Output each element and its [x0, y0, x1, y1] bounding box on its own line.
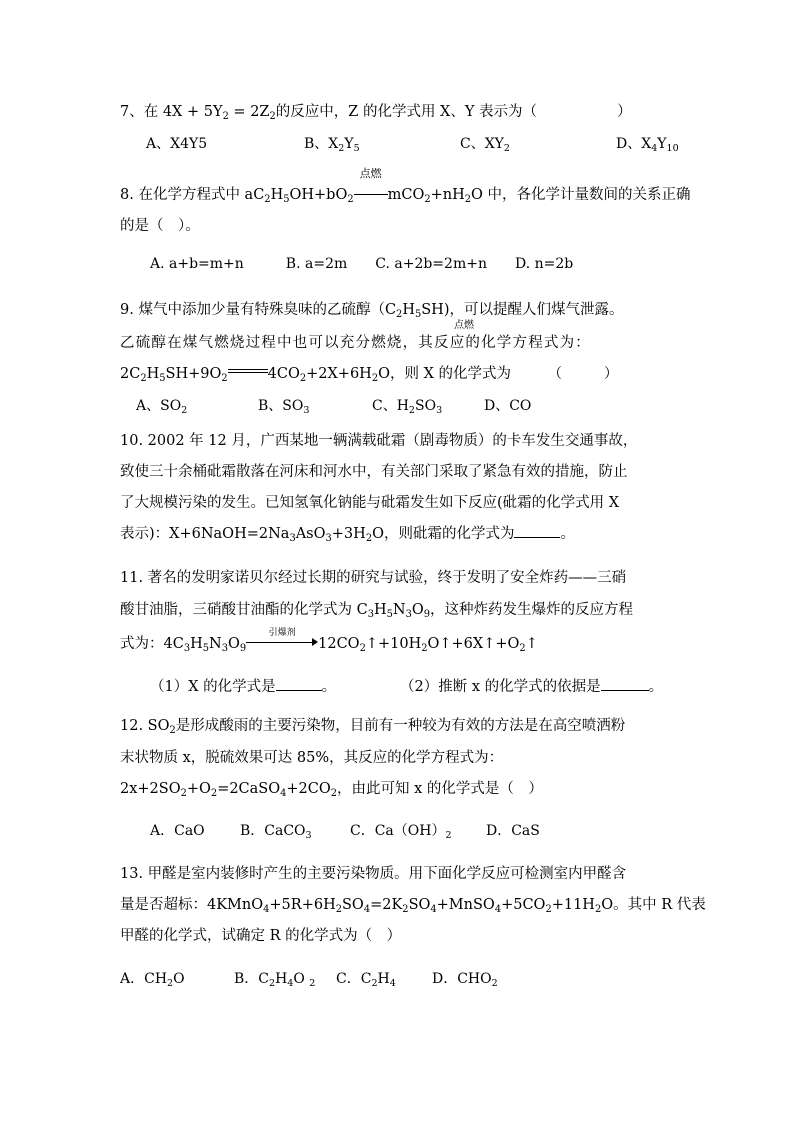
text: 。	[648, 679, 664, 695]
sub: 3	[325, 532, 332, 544]
text: mCO	[387, 187, 425, 203]
sub: 4	[280, 787, 287, 799]
q8-stem-line1	[120, 167, 691, 205]
text: 式为：4C	[120, 636, 184, 652]
reaction-condition	[354, 167, 388, 205]
sub: 5	[159, 372, 166, 384]
q12-option-a: A．CaO	[150, 823, 205, 839]
q13-option-b	[234, 969, 315, 989]
sub: 4	[363, 903, 371, 915]
text: SH+9O	[165, 366, 222, 382]
text: ↑	[525, 636, 538, 652]
text: =2K	[370, 897, 403, 913]
text: +MnSO	[436, 897, 495, 913]
equals-sign	[228, 369, 268, 373]
q7-option-d	[616, 134, 679, 154]
answer-blank[interactable]	[276, 690, 322, 691]
sub: 2	[371, 977, 378, 989]
q9-option-c	[372, 396, 442, 416]
q12-line3	[120, 779, 543, 799]
text: +3H	[331, 526, 366, 542]
text: SO	[341, 897, 364, 913]
q12-option-c	[350, 821, 452, 841]
text: N	[209, 636, 222, 652]
sub: 3	[183, 642, 191, 654]
text: H	[275, 971, 288, 987]
arrow-head	[312, 638, 318, 646]
q9-equation	[120, 364, 511, 384]
q13-line1: 13. 甲醛是室内装修时产生的主要污染物质。用下面化学反应可检测室内甲醛含	[120, 866, 627, 882]
sub: 2	[519, 642, 526, 654]
sub: 2	[594, 903, 602, 915]
sub: 2	[347, 193, 354, 205]
text: OH+bO	[289, 187, 348, 203]
text: A．CH	[120, 971, 168, 987]
q11-ask1	[150, 677, 336, 697]
text: C．C	[336, 971, 372, 987]
text: +nH	[430, 187, 465, 203]
q12-line1	[120, 716, 625, 736]
q11-line1: 11. 著名的发明家诺贝尔经过长期的研究与试验，终于发明了安全炸药——三硝	[120, 570, 627, 586]
sub: 4	[263, 903, 270, 915]
q9-option-d: D、CO	[484, 398, 532, 414]
text: 9. 煤气中添加少量有特殊臭味的乙硫醇（C	[120, 302, 397, 318]
q8-stem-line2: 的是（ ）。	[120, 218, 200, 234]
text: （1）X 的化学式是	[150, 679, 276, 695]
sub: 2	[408, 404, 415, 416]
text: B．C	[234, 971, 269, 987]
sub: 2	[396, 308, 403, 320]
text: H	[190, 636, 203, 652]
sub: 5	[353, 142, 360, 154]
sub: 2	[140, 372, 147, 384]
q7-option-c	[460, 134, 510, 154]
sub: 2	[338, 142, 345, 154]
sub: 5	[386, 608, 393, 620]
text: B．CaCO	[240, 823, 306, 839]
text: SH)，可以提醒人们煤气泄露。	[421, 302, 624, 318]
answer-blank[interactable]	[601, 690, 649, 691]
sub: 3	[405, 608, 412, 620]
text: 酸甘油脂，三硝酸甘油酯的化学式为 C	[120, 602, 368, 618]
text: D、X	[616, 136, 652, 152]
q11-line2	[120, 600, 633, 620]
q9-option-a	[136, 396, 187, 416]
q7-stem	[120, 102, 632, 122]
text: O。其中 R 代表	[601, 897, 706, 913]
sub: 2	[181, 404, 188, 416]
text: （2）推断 x 的化学式的依据是	[400, 679, 601, 695]
sub: 5	[283, 193, 290, 205]
sub: 4	[494, 903, 502, 915]
q13-line3: 甲醛的化学式，试确定 R 的化学式为（ ）	[120, 928, 402, 944]
text: 8. 在化学方程式中 aC	[120, 187, 265, 203]
sub: 2	[402, 903, 409, 915]
sub: 9	[239, 642, 247, 654]
sub: 3	[305, 829, 312, 841]
sub: 2	[421, 642, 428, 654]
text: C、XY	[460, 136, 504, 152]
text: 表示)：X+6NaOH=2Na	[120, 526, 290, 542]
text: 是形成酸雨的主要污染物，目前有一种较为有效的方法是在高空喷洒粉	[175, 718, 626, 734]
text: 7、在 4X + 5Y	[120, 104, 223, 120]
text: 。	[560, 526, 575, 542]
text: ，这种炸药发生爆炸的反应方程	[430, 602, 633, 618]
sub: 10	[666, 142, 679, 154]
sub: 2	[269, 110, 276, 122]
q9-line2: 乙硫醇在煤气燃烧过程中也可以充分燃烧，其反应的化学方程式为：	[120, 335, 591, 351]
text: 12CO	[318, 636, 360, 652]
arrow-label: 引爆剂	[268, 628, 296, 638]
q10-line3: 了大规模污染的发生。已知氢氧化钠能与砒霜发生如下反应(砒霜的化学式用 X	[120, 495, 620, 511]
q10-line2: 致使三十余桶砒霜散落在河床和河水中，有关部门采取了紧急有效的措施，防止	[120, 464, 628, 480]
text: 量是否超标：4KMnO	[120, 897, 264, 913]
sub: 2	[180, 787, 187, 799]
arrow-shaft	[246, 642, 314, 643]
text: =2CaSO	[217, 781, 281, 797]
reaction-arrow	[246, 628, 318, 648]
sub: 2	[335, 903, 342, 915]
text: H	[146, 366, 160, 382]
text: +2X+6H	[306, 366, 372, 382]
text: B、SO	[258, 398, 304, 414]
sub: 2	[464, 193, 472, 205]
sub: 2	[264, 193, 271, 205]
sub: 3	[289, 532, 296, 544]
sub: 2	[169, 724, 176, 736]
q11-ask2	[400, 677, 663, 697]
condition-label: 点燃	[359, 167, 382, 180]
q13-option-a	[120, 969, 185, 989]
sub: 3	[367, 608, 374, 620]
sub: 9	[423, 608, 430, 620]
text: O	[227, 636, 240, 652]
q9-condition-label: 点燃	[454, 320, 474, 331]
q13-line2	[120, 895, 706, 915]
text: A、SO	[136, 398, 182, 414]
q7-option-b	[304, 134, 360, 154]
text: ）	[617, 104, 632, 120]
sub: 4	[389, 977, 396, 989]
q13-option-c	[336, 969, 396, 989]
q8-options: A. a+b=m+n B. a=2m C. a+2b=2m+n D. n=2b	[150, 256, 574, 272]
text: O	[173, 971, 185, 987]
sub: 5	[414, 308, 422, 320]
text: H	[402, 302, 415, 318]
sub: 4	[287, 977, 294, 989]
text: Y	[657, 136, 667, 152]
q9-answer-paren: （ ）	[548, 366, 618, 382]
q12-option-b	[240, 821, 312, 841]
text: H	[270, 187, 284, 203]
text: O 中，各化学计量数间的关系正确	[471, 187, 691, 203]
text: +5CO	[501, 897, 546, 913]
sub: 3	[303, 404, 310, 416]
text: SO	[408, 897, 431, 913]
sub: 5	[202, 642, 210, 654]
sub: 3	[221, 642, 228, 654]
text: O↑+6X↑+O	[427, 636, 520, 652]
text: 。	[321, 679, 337, 695]
text: H	[377, 971, 390, 987]
text: H	[373, 602, 387, 618]
text: 2x+2SO	[120, 781, 181, 797]
sub: 2	[221, 372, 228, 384]
q9-line1	[120, 300, 623, 320]
text: O，则砒霜的化学式为	[372, 526, 515, 542]
text: ↑+10H	[365, 636, 422, 652]
text: +11H	[551, 897, 595, 913]
text: ，由此可知 x 的化学式是（ ）	[337, 781, 543, 797]
text: Y	[344, 136, 354, 152]
sub: 2	[222, 110, 229, 122]
sub: 2	[365, 532, 373, 544]
q11-line3	[120, 628, 538, 654]
q9-option-b	[258, 396, 309, 416]
sub: 4	[430, 903, 437, 915]
sub: 2	[269, 977, 276, 989]
text: O	[293, 971, 310, 987]
sub: 2	[210, 787, 218, 799]
sub: 2	[371, 372, 379, 384]
q10-line1: 10. 2002 年 12 月，广西某地一辆满载砒霜（剧毒物质）的卡车发生交通事故，	[120, 433, 638, 449]
text: O	[411, 602, 424, 618]
text: 4CO	[267, 366, 300, 382]
text: B、X	[304, 136, 339, 152]
answer-blank[interactable]	[514, 537, 560, 538]
text: 2C	[120, 366, 141, 382]
sub: 2	[309, 977, 316, 989]
sub: 2	[424, 193, 431, 205]
q12-option-d: D．CaS	[486, 823, 540, 839]
text: 12. SO	[120, 718, 170, 734]
q12-line2: 末状物质 x，脱硫效果可达 85%，其反应的化学方程式为：	[120, 750, 504, 766]
sub: 3	[436, 404, 443, 416]
text: D．CHO	[432, 971, 492, 987]
text: AsO	[295, 526, 326, 542]
text: SO	[414, 398, 437, 414]
text: O，则 X 的化学式为	[378, 366, 512, 382]
sub: 4	[651, 142, 658, 154]
equals-bar	[354, 184, 388, 195]
text: +5R+6H	[269, 897, 336, 913]
text: +2CO	[286, 781, 331, 797]
q13-option-d	[432, 969, 498, 989]
sub: 2	[167, 977, 174, 989]
text: 的反应中，Z 的化学式用 X、Y 表示为（	[275, 104, 538, 120]
sub: 2	[491, 977, 498, 989]
sub: 2	[359, 642, 366, 654]
text: N	[392, 602, 406, 618]
sub: 2	[545, 903, 552, 915]
text: +O	[186, 781, 211, 797]
sub: 2	[503, 142, 510, 154]
sub: 2	[299, 372, 307, 384]
q10-line4	[120, 524, 575, 544]
q7-option-a: A、X4Y5	[146, 136, 208, 152]
text: C、H	[372, 398, 409, 414]
sub: 2	[330, 787, 338, 799]
text: = 2Z	[228, 104, 270, 120]
sub: 2	[445, 829, 452, 841]
text: C．Ca（OH）	[350, 823, 446, 839]
